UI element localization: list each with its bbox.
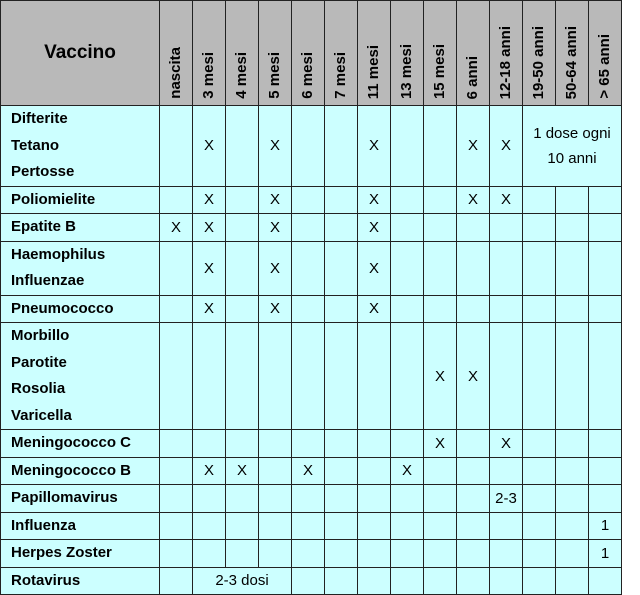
age-column-header [325,1,358,106]
schedule-cell [325,106,358,187]
table-row [1,430,622,458]
schedule-cell [358,567,391,595]
schedule-cell [358,323,391,430]
schedule-cell [160,540,193,568]
vaccine-name [1,295,160,323]
schedule-cell: X [259,106,292,187]
schedule-cell [589,295,622,323]
vaccine-name-line: Rosolia [11,380,66,397]
schedule-cell: X [358,295,391,323]
schedule-cell [523,540,556,568]
schedule-cell: X [358,186,391,214]
vaccine-name-line: Morbillo [11,327,70,344]
schedule-cell [160,323,193,430]
vaccine-name-line: Papillomavirus [11,489,118,506]
schedule-cell [226,485,259,513]
schedule-cell [457,485,490,513]
schedule-cell [556,430,589,458]
schedule-cell [259,540,292,568]
schedule-cell [325,241,358,295]
age-label: 6 mesi [299,52,316,99]
schedule-cell [160,457,193,485]
schedule-cell: X [490,186,523,214]
schedule-cell [424,186,457,214]
schedule-cell: X [259,241,292,295]
schedule-cell [589,214,622,242]
schedule-cell [457,430,490,458]
schedule-cell [490,457,523,485]
schedule-cell [556,186,589,214]
schedule-cell [358,540,391,568]
vaccine-name-line: Rotavirus [11,571,81,589]
schedule-cell [424,567,457,595]
vaccine-name-line: Influenzae [11,272,85,289]
schedule-cell [589,430,622,458]
schedule-cell [292,295,325,323]
vaccine-name [1,485,160,513]
vaccine-name-line: Meningococco C [11,434,132,451]
schedule-cell [160,485,193,513]
schedule-cell [523,567,556,595]
schedule-cell [391,430,424,458]
age-label: nascita [167,47,184,99]
vaccine-column-header: Vaccino [1,1,160,106]
schedule-cell [259,430,292,458]
age-column-header [490,1,523,106]
schedule-cell [391,567,424,595]
schedule-cell [490,567,523,595]
schedule-cell [523,485,556,513]
table-row [1,567,622,595]
schedule-cell [160,430,193,458]
age-label: 13 mesi [398,43,415,99]
schedule-cell: X [391,457,424,485]
schedule-cell [523,295,556,323]
schedule-cell: X [193,457,226,485]
schedule-cell: X [457,323,490,430]
schedule-cell [424,214,457,242]
schedule-cell [358,485,391,513]
schedule-cell [259,323,292,430]
schedule-cell: 2-3 [490,485,523,513]
table-row [1,106,622,187]
schedule-cell [391,295,424,323]
schedule-cell [424,457,457,485]
schedule-cell [325,485,358,513]
schedule-cell [457,241,490,295]
schedule-cell: X [457,186,490,214]
vaccine-name [1,567,160,595]
schedule-cell: X [259,295,292,323]
schedule-cell: X [424,323,457,430]
schedule-cell: X [193,295,226,323]
schedule-cell [160,295,193,323]
vaccine-name [1,323,160,430]
schedule-cell [325,430,358,458]
vaccine-name [1,106,160,187]
schedule-cell [457,567,490,595]
age-label: > 65 anni [596,34,613,99]
schedule-cell: X [490,430,523,458]
schedule-cell: X [490,106,523,187]
schedule-cell [556,323,589,430]
vaccine-name-line: Difterite [11,110,68,127]
schedule-cell [589,323,622,430]
schedule-cell [523,457,556,485]
schedule-cell [292,485,325,513]
schedule-cell [589,567,622,595]
schedule-cell [226,241,259,295]
schedule-cell [457,457,490,485]
schedule-cell [589,241,622,295]
schedule-cell [292,214,325,242]
schedule-cell [391,540,424,568]
schedule-cell [160,567,193,595]
vaccine-name-line: Epatite B [11,218,77,235]
table-row [1,512,622,540]
schedule-cell [226,214,259,242]
schedule-cell [523,214,556,242]
header-row [1,1,622,106]
age-column-header [391,1,424,106]
schedule-body [1,106,622,595]
table-row [1,457,622,485]
schedule-cell: X [259,186,292,214]
schedule-cell [226,186,259,214]
vaccine-name [1,214,160,242]
age-column-header [457,1,490,106]
schedule-cell [226,512,259,540]
schedule-cell [391,512,424,540]
vaccine-name-line: Poliomielite [11,190,96,208]
schedule-cell: X [193,186,226,214]
age-label: 7 mesi [332,52,349,99]
vaccine-name [1,186,160,214]
schedule-cell [523,512,556,540]
schedule-cell [457,295,490,323]
age-label: 6 anni [464,55,481,99]
schedule-cell [358,457,391,485]
schedule-cell [457,512,490,540]
vaccine-name-line: Pertosse [11,163,75,180]
schedule-cell [490,323,523,430]
schedule-cell [160,186,193,214]
vaccine-name [1,540,160,568]
schedule-cell: X [424,430,457,458]
table-row [1,295,622,323]
schedule-cell [193,540,226,568]
schedule-cell [160,241,193,295]
vaccine-name-line: Influenza [11,516,77,534]
schedule-cell [325,214,358,242]
table-row [1,214,622,242]
schedule-cell [292,567,325,595]
schedule-cell [292,512,325,540]
schedule-cell [556,485,589,513]
table-row [1,186,622,214]
schedule-cell [391,241,424,295]
age-label: 50-64 anni [563,25,580,99]
schedule-cell [556,214,589,242]
schedule-cell [490,214,523,242]
age-label: 3 mesi [200,52,217,99]
schedule-cell [226,106,259,187]
schedule-cell [589,186,622,214]
adult-dose-note: 1 dose ogni 10 anni [523,106,622,187]
schedule-cell [259,512,292,540]
schedule-cell: X [226,457,259,485]
schedule-cell [193,512,226,540]
table-row [1,485,622,513]
schedule-cell [391,106,424,187]
table-row [1,241,622,295]
vaccine-name-line: Parotite [11,353,67,371]
schedule-cell [325,323,358,430]
schedule-cell: 1 [589,512,622,540]
table-row [1,540,622,568]
vaccine-name-line: Tetano [11,136,60,154]
schedule-cell [391,485,424,513]
schedule-cell [226,323,259,430]
schedule-cell [424,106,457,187]
vaccine-name-line: Pneumococco [11,299,114,317]
schedule-cell [490,512,523,540]
schedule-cell [325,567,358,595]
schedule-cell [193,485,226,513]
schedule-cell [259,457,292,485]
vaccine-name-line: Herpes Zoster [11,544,112,561]
schedule-cell [523,323,556,430]
schedule-cell [424,295,457,323]
schedule-cell: X [259,214,292,242]
schedule-cell [424,241,457,295]
schedule-cell [259,485,292,513]
schedule-cell [358,512,391,540]
schedule-cell [523,241,556,295]
schedule-cell [556,241,589,295]
schedule-cell: X [358,106,391,187]
age-label: 4 mesi [233,52,250,99]
schedule-cell [523,186,556,214]
schedule-cell [358,430,391,458]
schedule-cell [292,106,325,187]
schedule-cell: X [358,214,391,242]
age-column-header [193,1,226,106]
schedule-cell: X [292,457,325,485]
age-column-header [589,1,622,106]
schedule-cell [457,540,490,568]
schedule-cell [589,485,622,513]
schedule-cell [490,241,523,295]
schedule-cell [424,512,457,540]
age-label: 12-18 anni [497,25,514,99]
schedule-cell [325,295,358,323]
schedule-cell [160,512,193,540]
schedule-cell [490,295,523,323]
vaccine-name [1,457,160,485]
schedule-cell [424,485,457,513]
schedule-cell [457,214,490,242]
schedule-cell [325,186,358,214]
schedule-cell [556,512,589,540]
vaccine-name-line: Meningococco B [11,461,132,479]
age-column-header [556,1,589,106]
schedule-cell [556,567,589,595]
schedule-cell [556,295,589,323]
age-column-header [358,1,391,106]
schedule-cell [556,457,589,485]
schedule-cell [391,186,424,214]
schedule-cell [325,540,358,568]
vaccine-name [1,512,160,540]
schedule-cell [292,186,325,214]
schedule-cell [226,295,259,323]
age-column-header [523,1,556,106]
schedule-cell: X [193,106,226,187]
schedule-cell: X [160,214,193,242]
schedule-cell [193,323,226,430]
schedule-cell [523,430,556,458]
schedule-cell: X [193,214,226,242]
age-column-header [424,1,457,106]
schedule-cell: X [358,241,391,295]
schedule-cell [424,540,457,568]
schedule-cell: 1 [589,540,622,568]
age-column-header [259,1,292,106]
schedule-cell [391,323,424,430]
table-row [1,323,622,430]
age-column-header [292,1,325,106]
age-column-header [226,1,259,106]
schedule-cell [292,323,325,430]
schedule-cell [490,540,523,568]
schedule-cell [556,540,589,568]
vaccine-name [1,430,160,458]
rotavirus-dose-note: 2-3 dosi [193,567,292,595]
schedule-cell [325,457,358,485]
schedule-cell [292,540,325,568]
schedule-cell: X [457,106,490,187]
schedule-cell [226,430,259,458]
age-label: 11 mesi [365,44,382,99]
schedule-cell [292,241,325,295]
age-label: 19-50 anni [530,25,547,99]
vaccine-name-line: Varicella [11,406,72,424]
schedule-cell [391,214,424,242]
vaccine-name [1,241,160,295]
schedule-cell [292,430,325,458]
age-label: 15 mesi [431,43,448,99]
schedule-cell: X [193,241,226,295]
age-column-header [160,1,193,106]
schedule-cell [325,512,358,540]
schedule-cell [160,106,193,187]
vaccine-name-line: Haemophilus [11,245,106,263]
schedule-cell [193,430,226,458]
age-label: 5 mesi [266,52,283,99]
schedule-cell [226,540,259,568]
schedule-cell [589,457,622,485]
